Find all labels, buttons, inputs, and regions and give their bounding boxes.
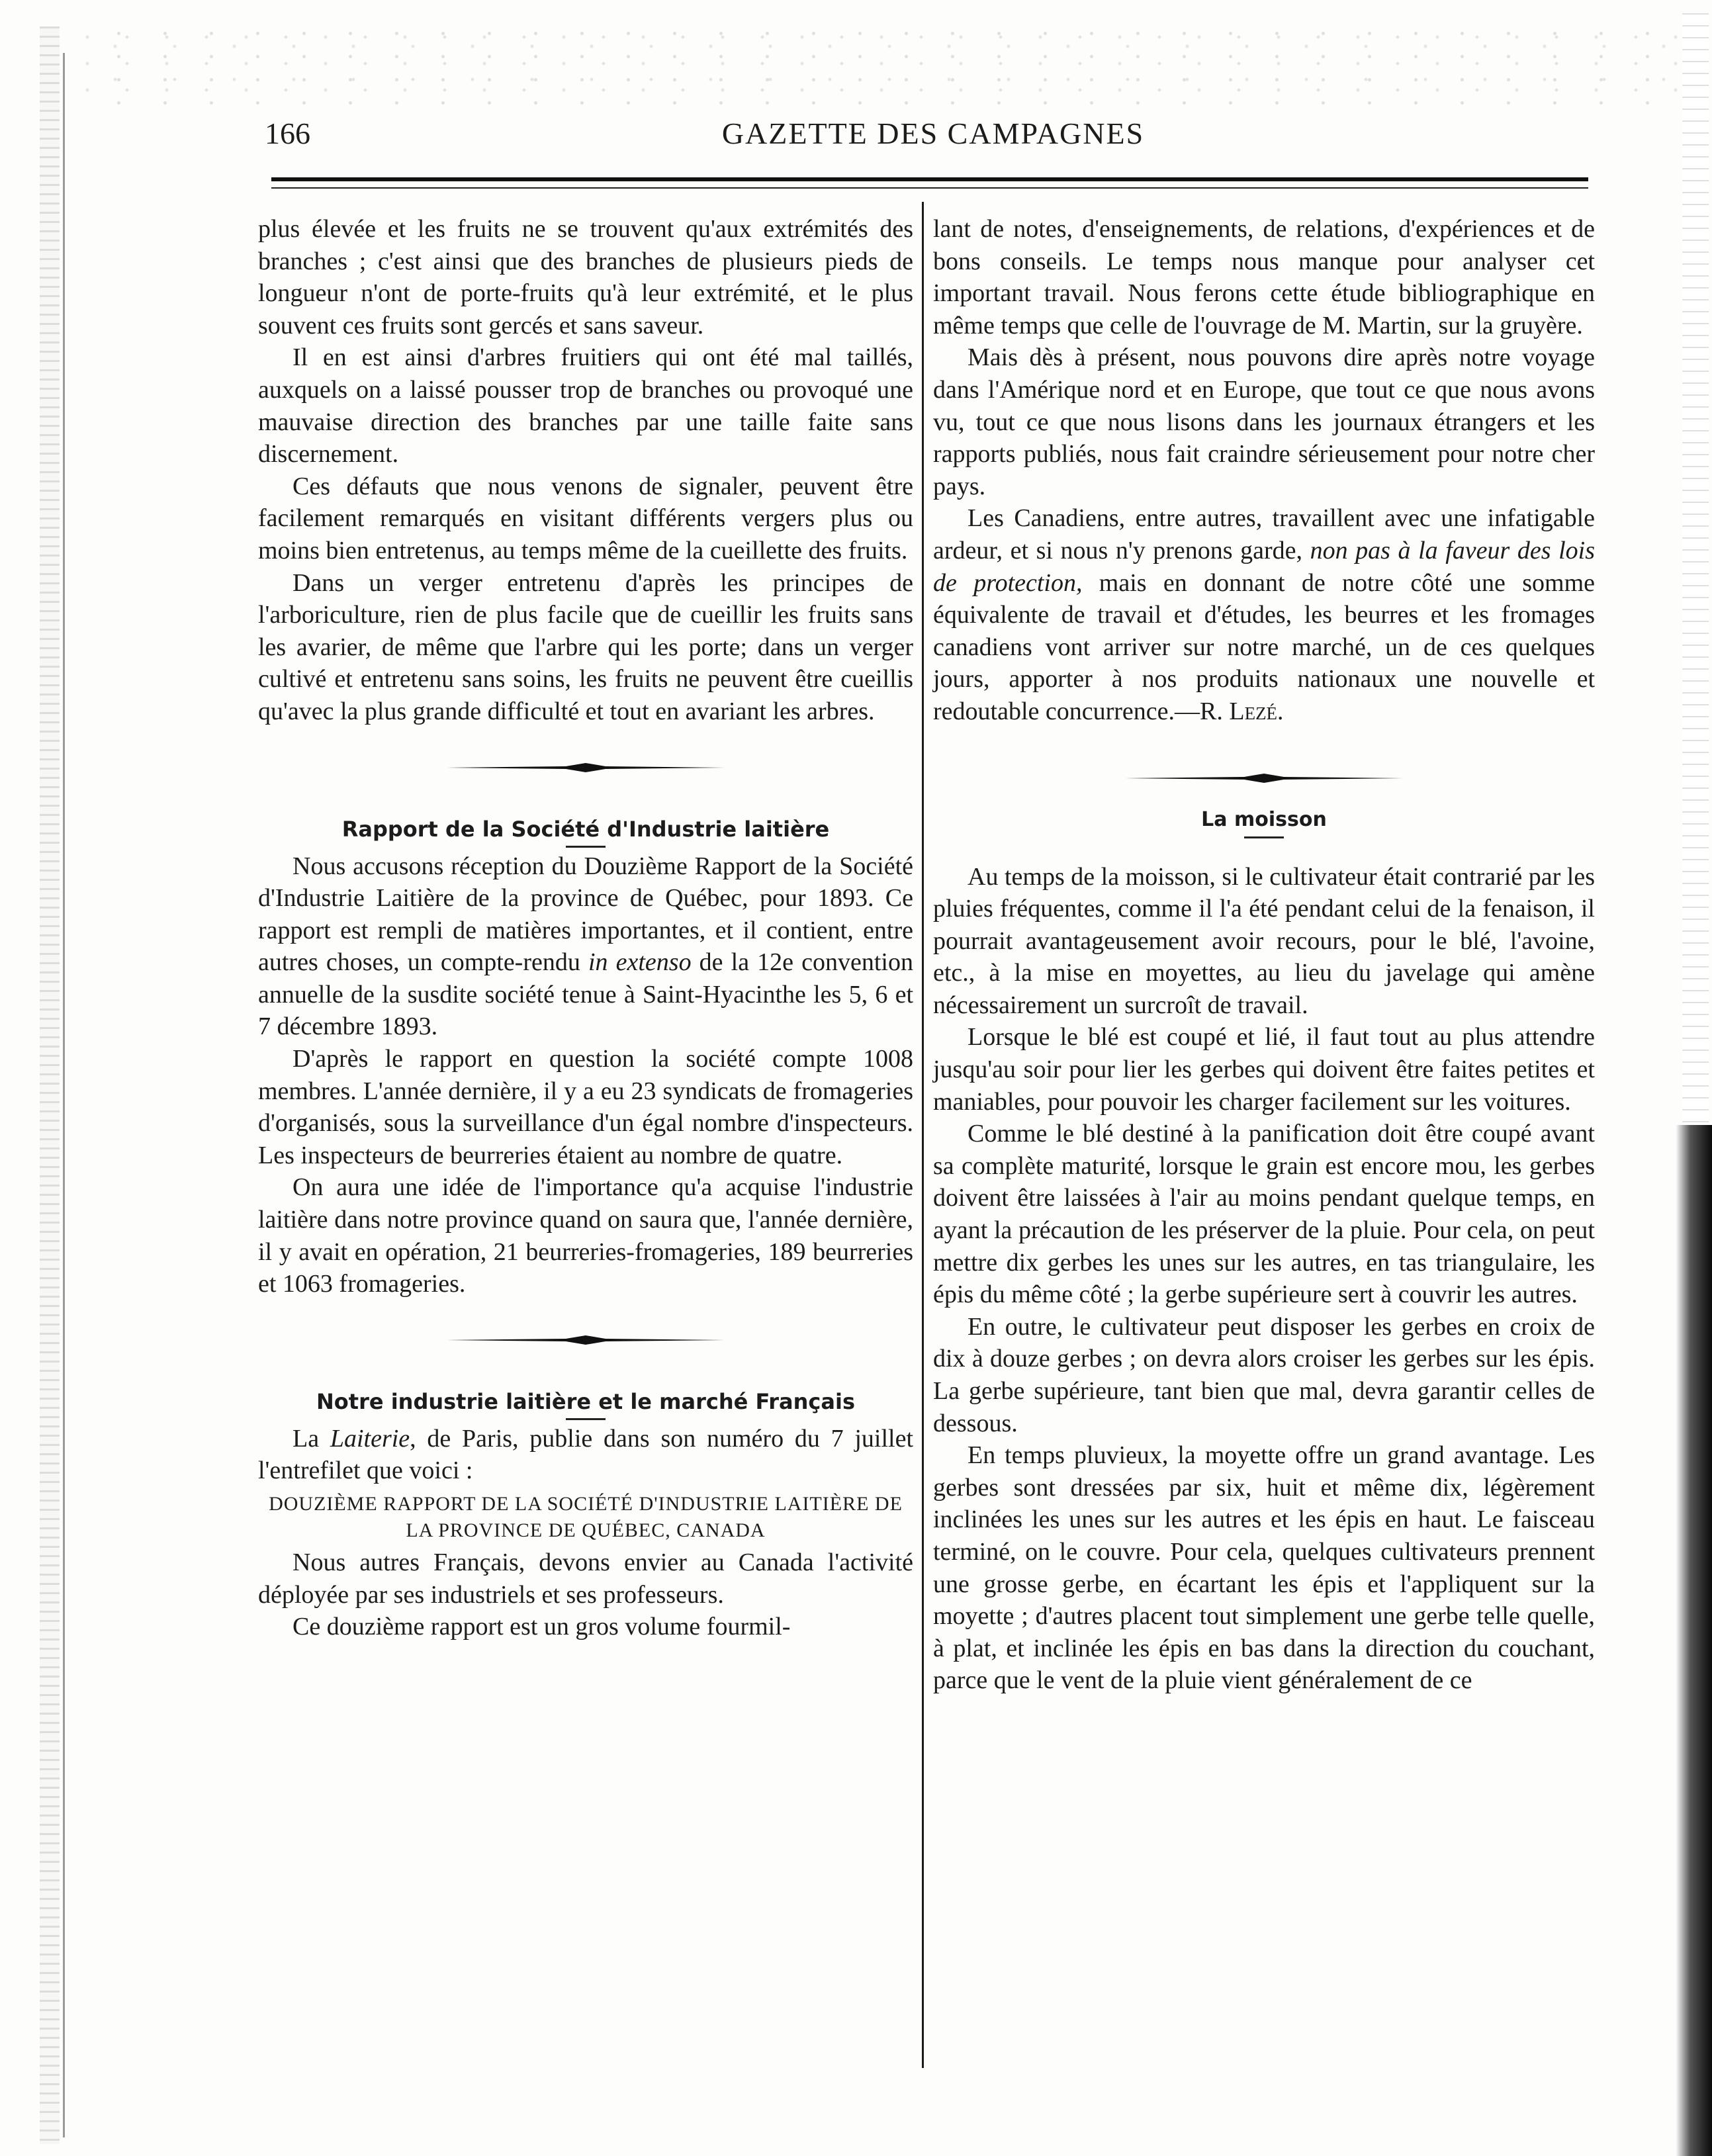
header-rule-thick (271, 177, 1588, 181)
paragraph-continuation-1: lant de notes, d'enseignements, de relations, d'expériences et de bons conseils. Le temps nous manque pour analyser cet important travail. Nous ferons cette étude bibliographique en même temps que celle de l'ouvrage de M. Martin, sur la gruyère. (933, 215, 1595, 339)
paper-speckle (79, 26, 1681, 106)
paragraph-moisson-2: Lorsque le blé est coupé et lié, il faut tout au plus attendre jusqu'au soir pour lier les gerbes qui doivent être faites petites et maniables, pour pouvoir les charger facilement sur les voitures. (933, 1023, 1595, 1116)
paragraph-fruit-2: Il en est ainsi d'arbres fruitiers qui ont été mal taillés, auxquels on a laissé pousser trop de branches ou provoqué une mauvaise direction des branches par une taille faite sans discernement. (258, 343, 913, 469)
paragraph-laiterie-2: Nous autres Français, devons envier au Canada l'activité déployée par ses industriels et ses professeurs. (258, 1549, 913, 1609)
paragraph-laiterie-1: La Laiterie, de Paris, publie dans son numéro du 7 juillet l'entrefilet que voici : (258, 1424, 914, 1485)
column-divider (922, 202, 924, 2068)
paragraph-rapport-1: Nous accusons réception du Douzième Rapport de la Société d'Industrie Laitière de la province de Québec, pour 1893. Ce rapport est rempli de matières importantes, et il contient, entre autres choses, un compte-rendu in extenso de la 12e convention annuelle de la susdite société tenue à Saint-Hyacinthe les 5, 6 et 7 décembre 1893. (258, 852, 913, 1041)
page-edge-top (1682, 13, 1709, 1125)
paragraph-rapport-3: On aura une idée de l'importance qu'a acquise l'industrie laitière dans notre province quand on saura que, l'année dernière, il y avait en opération, 21 beurreries-fromageries, 189 beurreries et 1063 fromageries. (258, 1173, 913, 1298)
page-number: 166 (265, 116, 310, 150)
paragraph-rapport-2: D'après le rapport en question la société compte 1008 membres. L'année dernière, il y a eu 23 syndicats de fromageries d'organisés, sous la surveillance d'un égal nombre d'inspecteurs. Les inspecteurs de beurreries étaient au nombre de quatre. (258, 1045, 913, 1169)
binding-edge (40, 26, 60, 2144)
heading-moisson: La moisson (1201, 807, 1327, 831)
paragraph-fruit-4: Dans un verger entretenu d'après les principes de l'arboriculture, rien de plus facile que de cueillir les fruits sans les avarier, de même que l'arbre qui les porte; dans un verger cultivé et entretenu sans soins, les fruits ne peuvent être cueillis qu'avec la plus grande difficulté et tout en avariant les arbres. (258, 568, 913, 725)
heading-dash (566, 846, 606, 848)
author-signature: R. Lezé. (1200, 697, 1284, 725)
heading-industrie: Notre industrie laitière et le marché Français (316, 1388, 855, 1414)
paragraph-fruit-1: plus élevée et les fruits ne se trouvent qu'aux extrémités des branches ; c'est ainsi que des branches de plusieurs pieds de longueur n'ont de porte-fruits qu'à leur extrémité, et le plus souvent ces fruits sont gercés et sans saveur. (258, 215, 913, 339)
paragraph-laiterie-3: Ce douzième rapport est un gros volume fourmil- (293, 1613, 791, 1641)
binding-line (63, 53, 65, 2137)
heading-dash (566, 1418, 606, 1420)
section-ornament (933, 758, 1595, 798)
page-edge-shadow (1676, 1125, 1712, 2156)
paragraph-moisson-1: Au temps de la moisson, si le cultivateur était contrarié par les pluies fréquentes, comme il l'a été pendant celui de la fenaison, il pourrait avantageusement avoir recours, pour le blé, l'avoine, etc., à la mise en moyettes, au lieu du javelage qui amène nécessairement un surcroît de travail. (933, 862, 1595, 1019)
page-header (265, 114, 1601, 160)
paragraph-moisson-4: En outre, le cultivateur peut disposer les gerbes en croix de dix à douze gerbes ; on devra alors croiser les gerbes sur les épis. La gerbe supérieure, tant bien que mal, devra garantir celles de dessous. (933, 1312, 1595, 1437)
header-rule-thin (271, 187, 1588, 189)
heading-dash (1244, 836, 1284, 838)
section-ornament (258, 748, 913, 787)
heading-rapport: Rapport de la Société d'Industrie laitière (341, 816, 830, 842)
paragraph-moisson-3: Comme le blé destiné à la panification doit être coupé avant sa complète maturité, lorsque le grain est encore mou, les gerbes doivent être laissées à l'air au moins pendant quelque temps, en ayant la précaution de les préserver de la pluie. Pour cela, on peut mettre dix gerbes les unes sur les autres, en tas triangulaire, les épis du même côté ; la gerbe supérieure sert à couvrir les autres. (933, 1120, 1595, 1309)
caps-title: DOUZIÈME RAPPORT DE LA SOCIÉTÉ D'INDUSTRIE LAITIÈRE DE LA PROVINCE DE QUÉBEC, CANADA (269, 1493, 903, 1541)
right-column (933, 213, 1595, 1697)
paragraph-continuation-3: Les Canadiens, entre autres, travaillent avec une infatigable ardeur, et si nous n'y prenons garde, non pas à la faveur des lois de protection, mais en donnant de notre côté une somme équivalente de travail et d'études, les beurres et les fromages canadiens vont arriver sur notre marché, un de ces quelques jours, apporter à nos produits nationaux une nouvelle et redoutable concurrence.—R. Lezé. (933, 504, 1596, 725)
left-column (258, 213, 913, 1643)
paragraph-fruit-3: Ces défauts que nous venons de signaler, peuvent être facilement remarqués en visitant différents vergers plus ou moins bien entretenus, au temps même de la cueillette des fruits. (258, 472, 913, 564)
paragraph-moisson-5: En temps pluvieux, la moyette offre un grand avantage. Les gerbes sont dressées par six, huit et même dix, légèrement inclinées les unes sur les autres et les épis en haut. Le faisceau terminé, on le couvre. Pour cela, quelques cultivateurs prennent une grosse gerbe, en écartant les épis et l'appliquent sur la moyette ; d'autres placent tout simplement une gerbe telle quelle, à plat, et inclinée les épis en bas dans la direction du couchant, parce que le vent de la pluie vient généralement de ce (933, 1441, 1595, 1695)
paragraph-continuation-2: Mais dès à présent, nous pouvons dire après notre voyage dans l'Amérique nord et en Europe, que tout ce que nous avons vu, tout ce que nous lisons dans les journaux étrangers et les rapports publiés, nous fait craindre sérieusement pour notre cher pays. (933, 343, 1595, 500)
section-ornament (258, 1320, 913, 1360)
journal-title: GAZETTE DES CAMPAGNES (721, 116, 1145, 150)
